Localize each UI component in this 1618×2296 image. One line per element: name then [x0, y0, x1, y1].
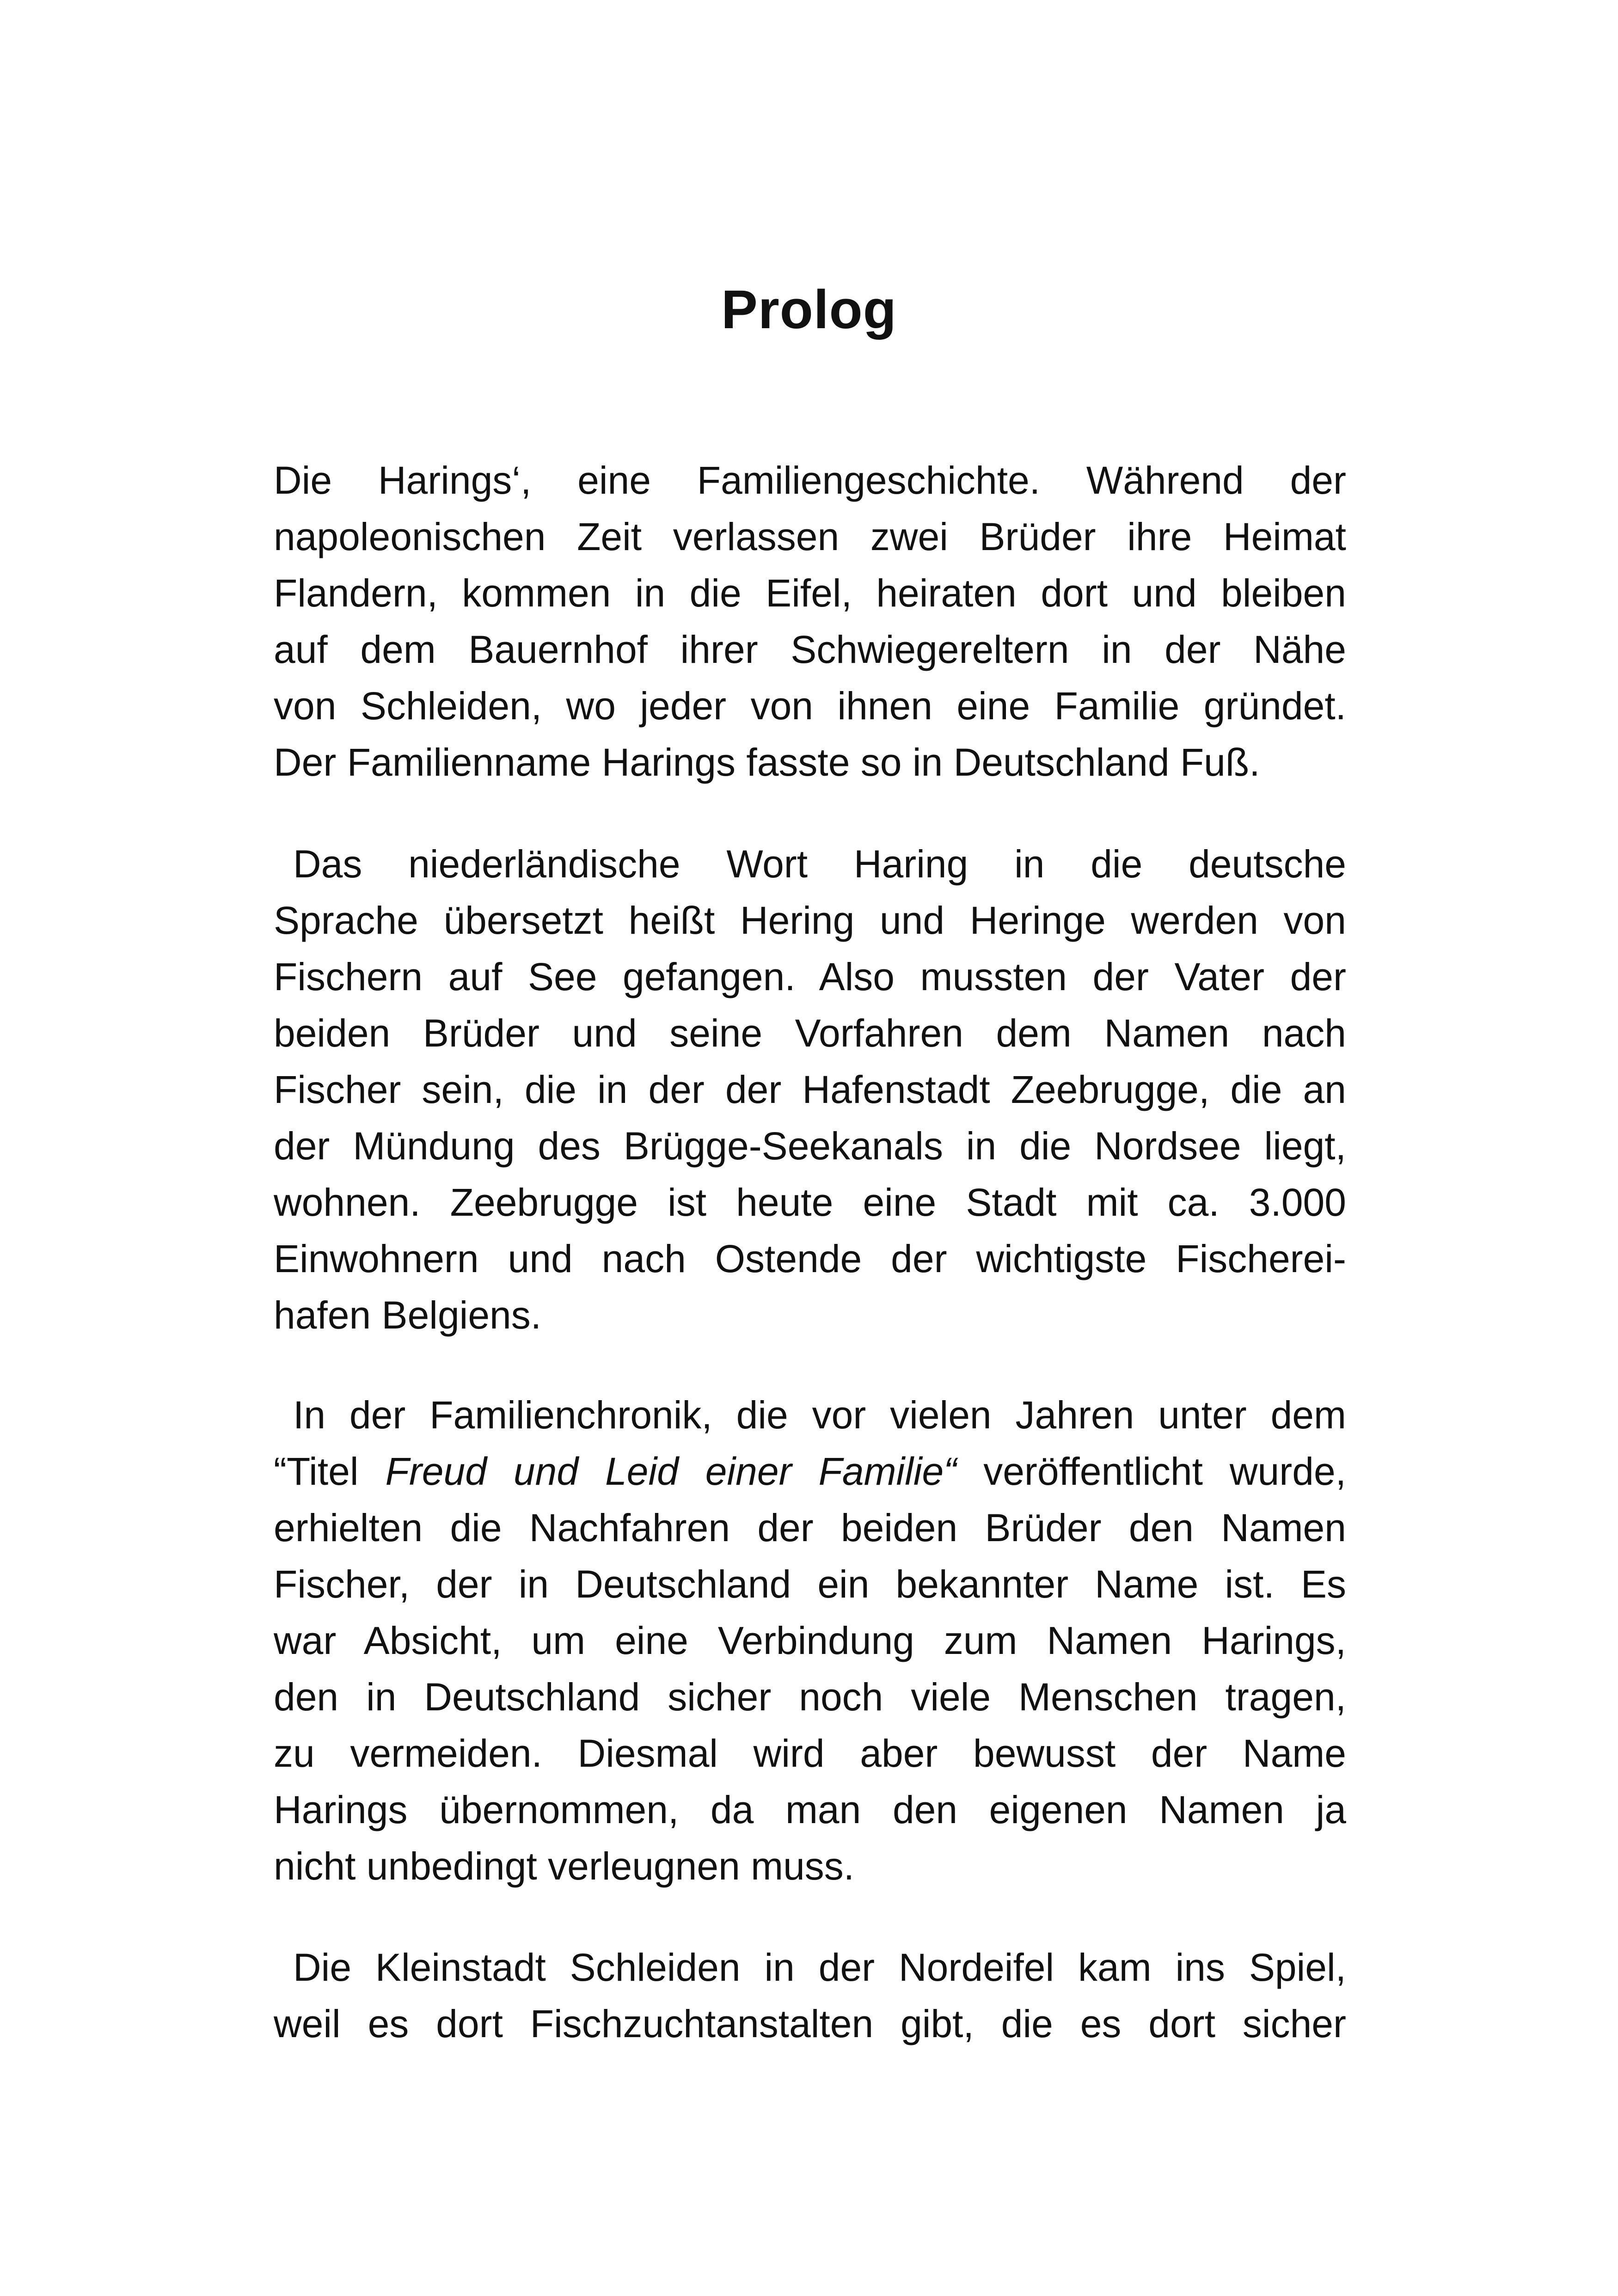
text-line-with-title [274, 1443, 1346, 1500]
page-title: Prolog [721, 279, 897, 340]
paragraph-3 [274, 1387, 1346, 1894]
text-line: Harings übernommen, da man den eigenen Namen ja [274, 1788, 1346, 1831]
text-line: Sprache übersetzt heißt Hering und Heringe werden von [274, 899, 1346, 942]
text-line: Das niederländische Wort Haring in die deutsche [293, 842, 1346, 886]
text-fragment: veröffentlicht wurde, [956, 1450, 1346, 1493]
text-line: den in Deutschland sicher noch viele Menschen tragen, [274, 1675, 1346, 1719]
text-line: Die Kleinstadt Schleiden in der Nordeifel kam ins Spiel, [293, 1946, 1346, 1989]
text-line: auf dem Bauernhof ihrer Schwiegereltern in der Nähe [274, 628, 1346, 671]
text-line: Der Familienname Harings fasste so in Deutschland Fuß. [274, 741, 1260, 784]
text-line: Einwohnern und nach Ostende der wichtigste Fischerei- [274, 1237, 1346, 1280]
text-line: zu vermeiden. Diesmal wird aber bewusst der Name [274, 1732, 1346, 1775]
text-line: Fischer, der in Deutschland ein bekannter Name ist. Es [274, 1562, 1346, 1606]
text-line: der Mündung des Brügge-Seekanals in die Nordsee liegt, [274, 1124, 1346, 1168]
text-line: Flandern, kommen in die Eifel, heiraten dort und bleiben [274, 571, 1346, 615]
paragraph-2 [274, 836, 1346, 1343]
text-line: Fischer sein, die in der der Hafenstadt Zeebrugge, die an [274, 1068, 1346, 1111]
text-line: nicht unbedingt verleugnen muss. [274, 1844, 855, 1888]
text-line: war Absicht, um eine Verbindung zum Namen Harings, [274, 1619, 1346, 1662]
quote-open-text: “Titel [274, 1450, 386, 1493]
book-title: Freud und Leid einer Familie“ [385, 1450, 957, 1493]
text-line: hafen Belgiens. [274, 1293, 542, 1337]
paragraph-1 [274, 452, 1346, 790]
text-line: napoleonischen Zeit verlassen zwei Brüder ihre Heimat [274, 515, 1346, 558]
text-line: beiden Brüder und seine Vorfahren dem Namen nach [274, 1011, 1346, 1055]
text-line: Die Harings‘, eine Familiengeschichte. Während der [274, 459, 1346, 502]
text-line: wohnen. Zeebrugge ist heute eine Stadt mit ca. 3.000 [274, 1181, 1346, 1224]
text-line: Fischern auf See gefangen. Also mussten der Vater der [274, 955, 1346, 998]
paragraph-4 [274, 1939, 1346, 2052]
text-line: erhielten die Nachfahren der beiden Brüder den Namen [274, 1506, 1346, 1549]
text-line: In der Familienchronik, die vor vielen Jahren unter dem [293, 1393, 1346, 1437]
text-line: von Schleiden, wo jeder von ihnen eine Familie gründet. [274, 684, 1346, 728]
text-line: weil es dort Fischzuchtanstalten gibt, die es dort sicher [274, 2002, 1346, 2045]
